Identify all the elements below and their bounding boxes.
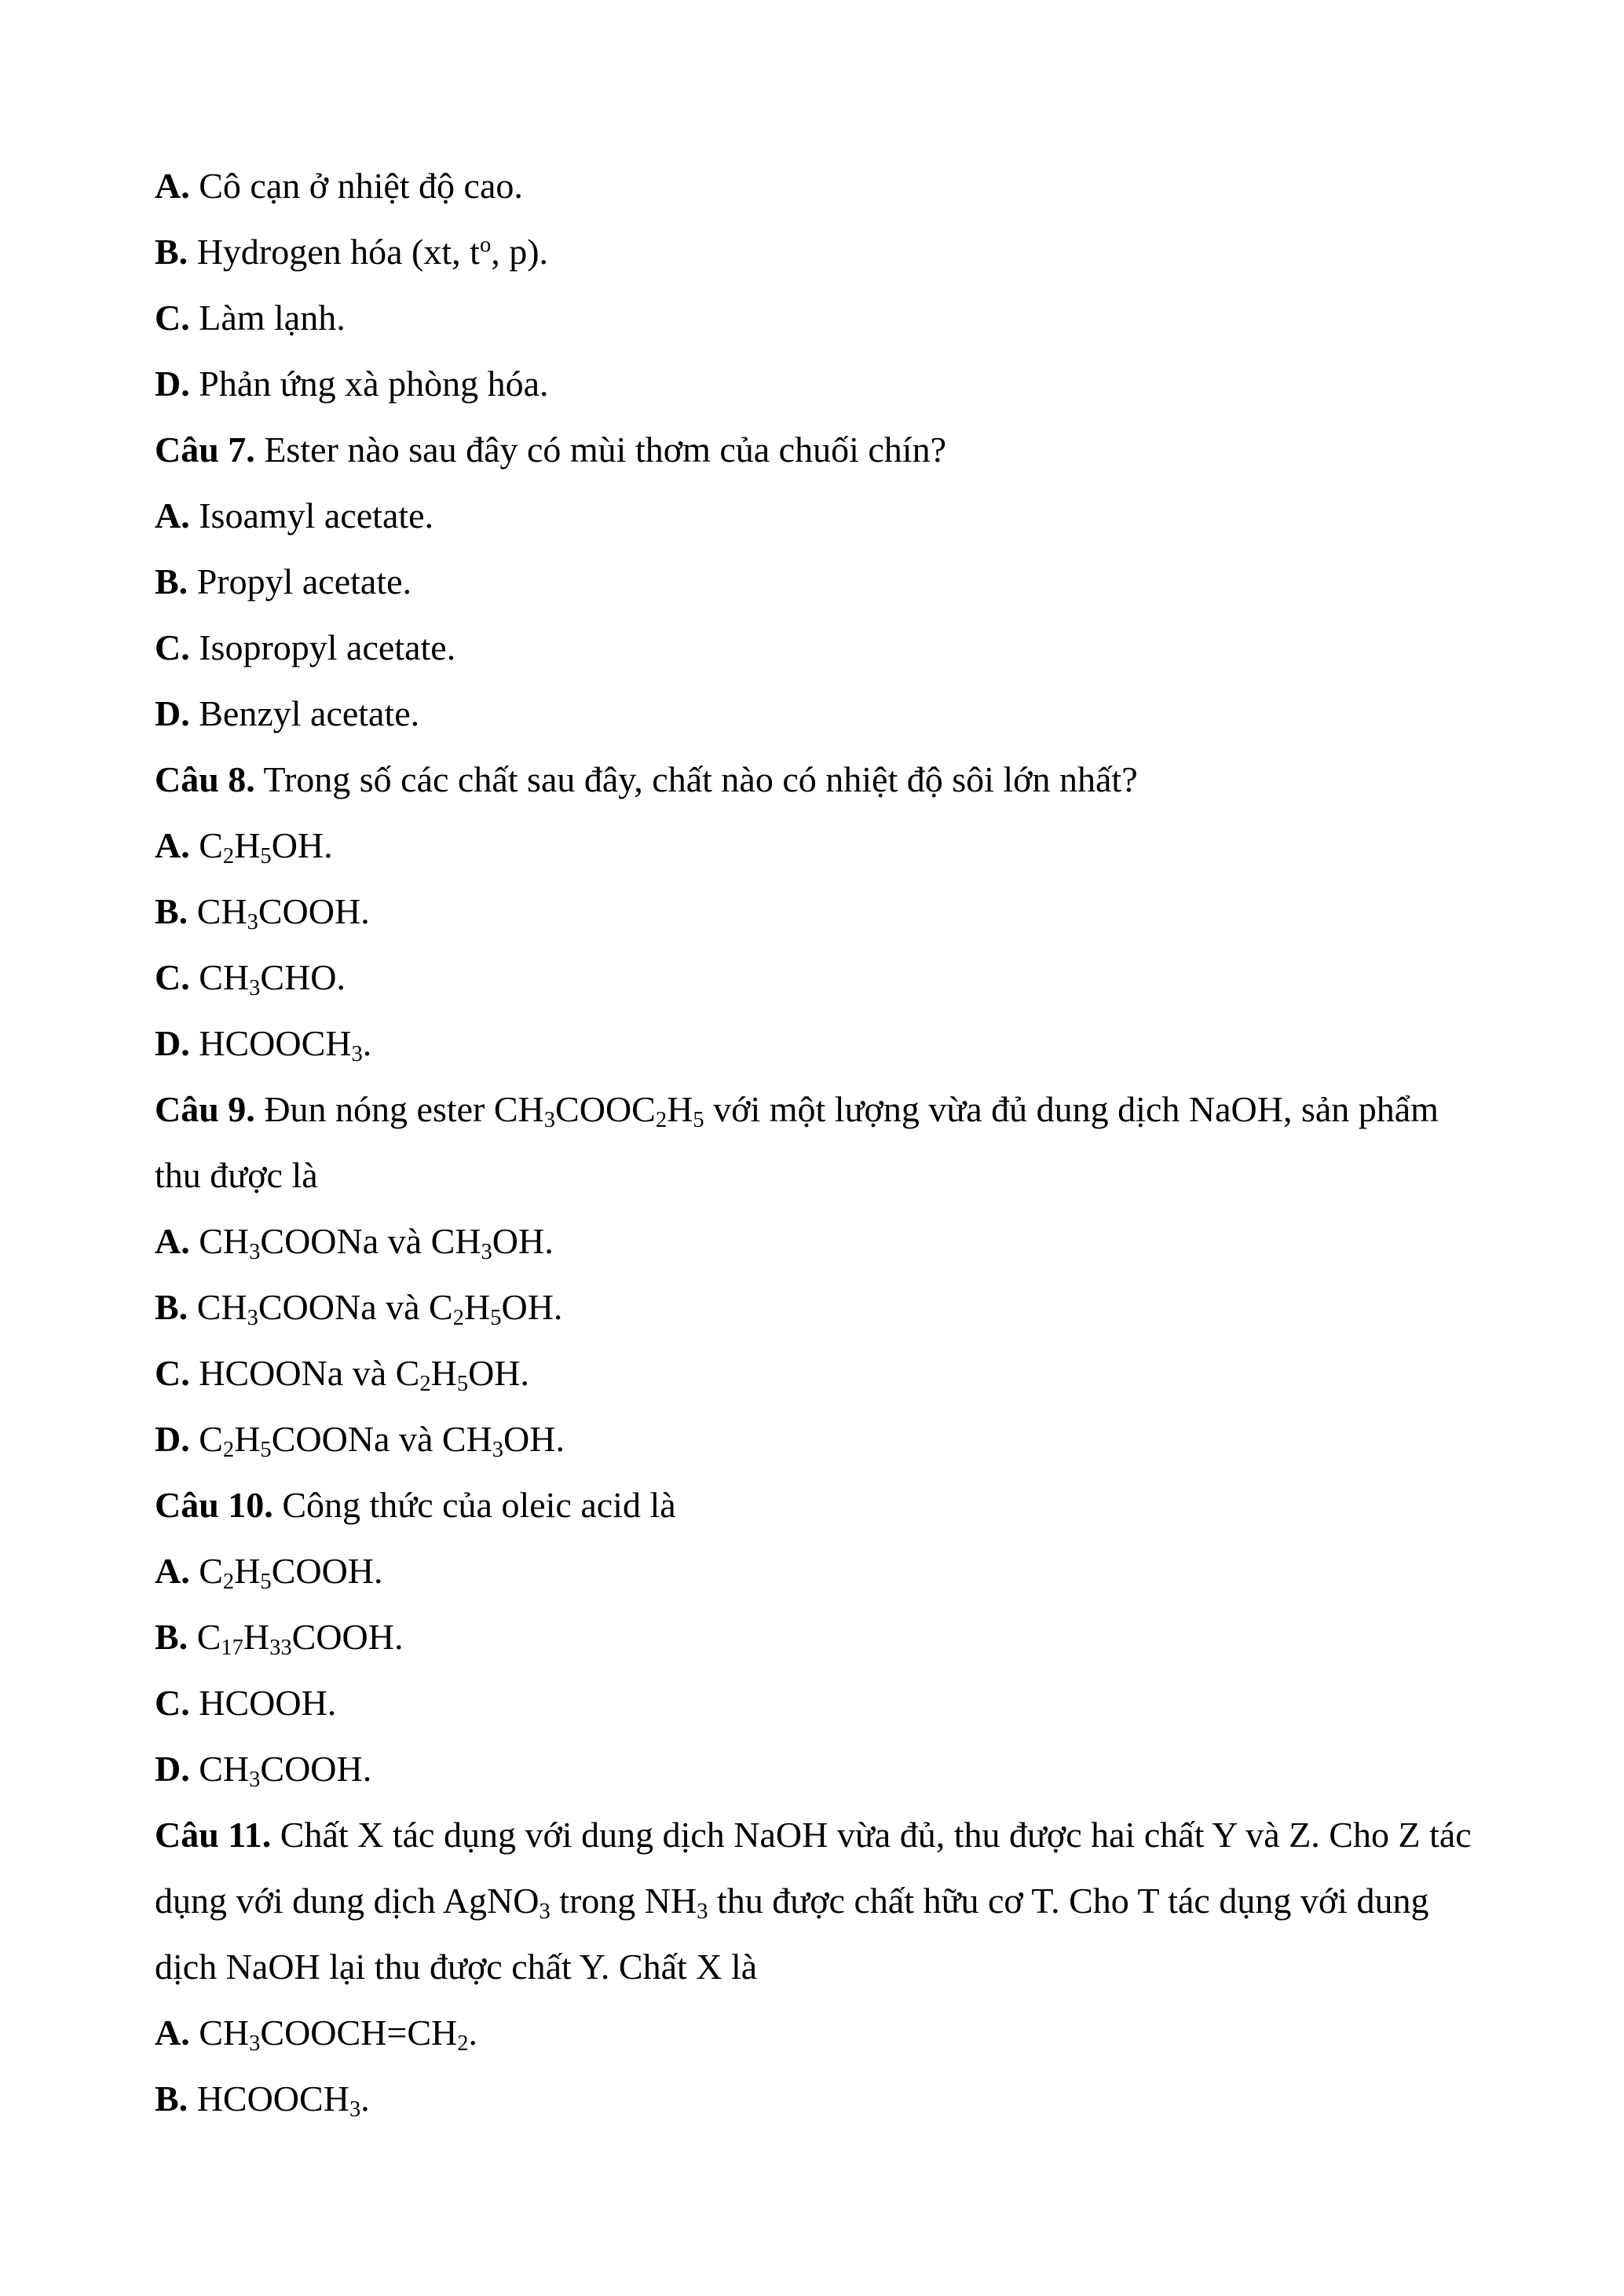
option-8d: D. $HCOOCH_3$. [155,1023,372,1067]
option-6d: D. Phản ứng xà phòng hóa. [155,364,549,404]
option-6a: A. Cô cạn ở nhiệt độ cao. [155,166,523,206]
option-11a: A. $CH_3COOCH=CH_2$. [155,2013,478,2057]
option-6b: B. Hydrogen hóa (xt, $t^o$, p). [155,232,549,272]
option-9c: C. HCOONa và $C_2H_5OH$. [155,1353,530,1397]
question-7-stem: Câu 7. Ester nào sau đây có mùi thơm của chuối chín? [155,430,946,470]
question-9-stem: Câu 9. Đun nóng ester $CH_3COOC_2H_5$ với một lượng vừa đủ dung dịch NaOH, sản phẩm thu được là [155,1089,1439,1195]
option-10b: B. $C_{17}H_{33}COOH$. [155,1617,404,1661]
question-10-stem: Câu 10. Công thức của oleic acid là [155,1485,676,1525]
option-9b: B. $CH_3COONa$ và $C_2H_5OH$. [155,1287,563,1331]
option-8c: C. $CH_3CHO$. [155,957,346,1001]
question-8-stem: Câu 8. Trong số các chất sau đây, chất nào có nhiệt độ sôi lớn nhất? [155,759,1138,799]
option-10c: C. HCOOH. [155,1683,337,1723]
option-7b: B. Propyl acetate. [155,561,412,601]
option-8a: A. $C_2H_5OH$. [155,825,333,869]
exam-content [155,153,1482,2132]
option-11b: B. $HCOOCH_3$. [155,2078,370,2122]
option-9a: A. $CH_3COONa$ và $CH_3OH$. [155,1221,554,1265]
option-6c: C. Làm lạnh. [155,298,346,338]
question-11-stem: Câu 11. Chất X tác dụng với dung dịch NaOH vừa đủ, thu được hai chất Y và Z. Cho Z tác dụng với dung dịch AgNO$_3$ trong $NH_3$ thu được chất hữu cơ T. Cho T tác dụng với dung dịch NaOH lại thu được chất Y. Chất X là [155,1815,1472,1987]
option-10d: D. $CH_3COOH$. [155,1749,372,1793]
option-9d: D. $C_2H_5COONa$ và $CH_3OH$. [155,1419,565,1463]
option-10a: A. $C_2H_5COOH$. [155,1551,383,1595]
option-7a: A. Isoamyl acetate. [155,495,434,536]
option-7c: C. Isopropyl acetate. [155,627,456,667]
option-7d: D. Benzyl acetate. [155,693,420,733]
option-8b: B. $CH_3COOH$. [155,891,370,935]
